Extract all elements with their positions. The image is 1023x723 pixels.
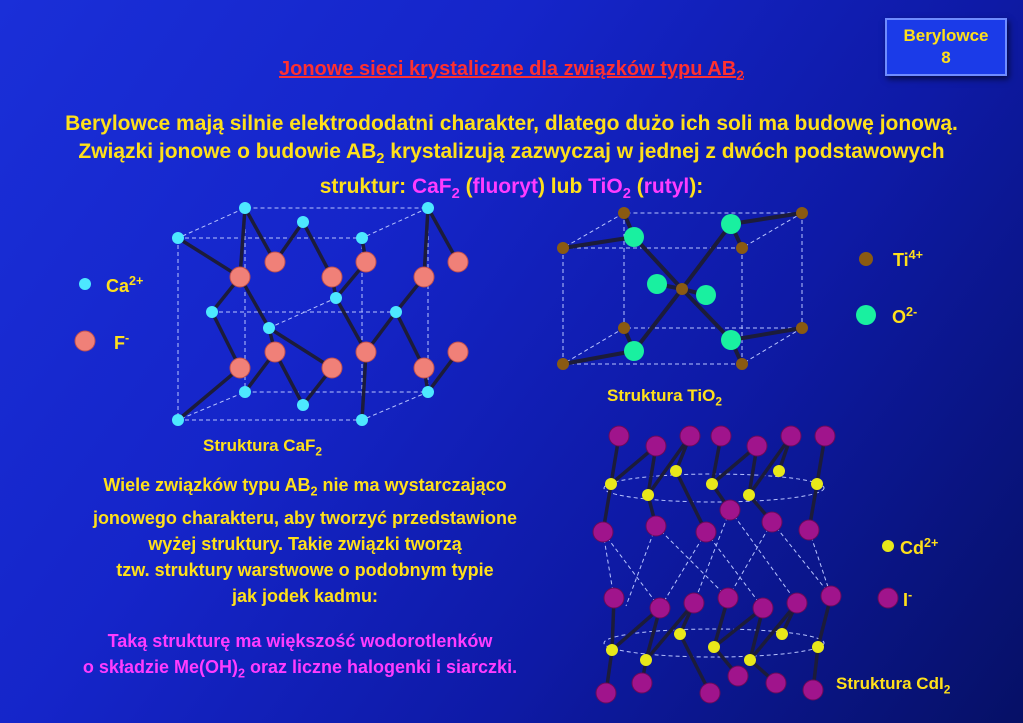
f-legend-icon xyxy=(75,331,95,351)
intro-paragraph: Berylowce mają silnie elektrododatni charakter, dlatego dużo ich soli ma budowę jonową. Związki jonowe o budowie $AB_2$ krystalizują zazwyczaj w jednej z dwóch podstawowych struktur: CaF$_2$ (fluoryt) lub TiO$_2$ (rutyl): xyxy=(65,112,958,203)
cdi2-caption: Struktura CdI$_2$ xyxy=(836,674,951,697)
tio2-structure xyxy=(557,207,808,370)
ti-legend-icon xyxy=(859,252,873,266)
badge-line1: Berylowce xyxy=(903,26,989,45)
cdi2-structure xyxy=(593,426,841,703)
f-legend-label: F- xyxy=(114,331,130,353)
hydroxides-paragraph: Taką strukturę ma większość wodorotlenków o składzie $Me(OH)_2$ oraz liczne halogenki i siarczki. xyxy=(82,631,518,681)
layered-structures-paragraph: Wiele związków typu $AB_2$ nie ma wystarczająco jonowego charakteru, aby tworzyć przedstawione wyżej struktury. Takie związki tworzą tzw. struktury warstwowe o podobnym typie jak jodek kadmu: xyxy=(92,475,518,606)
caf2-structure xyxy=(172,202,468,426)
o-legend-label: $O^{2-}$ xyxy=(892,305,918,327)
i-legend-icon xyxy=(878,588,898,608)
caf2-caption: Struktura CaF$_2$ xyxy=(203,436,323,459)
i-legend-label: I- xyxy=(903,588,913,610)
ca-legend-icon xyxy=(79,278,91,290)
page-title: Jonowe sieci krystaliczne dla związków typu $AB_2$ xyxy=(279,58,744,83)
badge-line2: 8 xyxy=(941,48,951,67)
cd-legend-icon xyxy=(882,540,894,552)
o-legend-icon xyxy=(856,305,876,325)
ca-legend-label: $Ca^{2+}$ xyxy=(106,274,144,296)
ti-legend-label: $Ti^{4+}$ xyxy=(893,248,924,270)
cd-legend-label: $Cd^{2+}$ xyxy=(900,536,939,558)
tio2-caption: Struktura TiO$_2$ xyxy=(607,386,722,409)
